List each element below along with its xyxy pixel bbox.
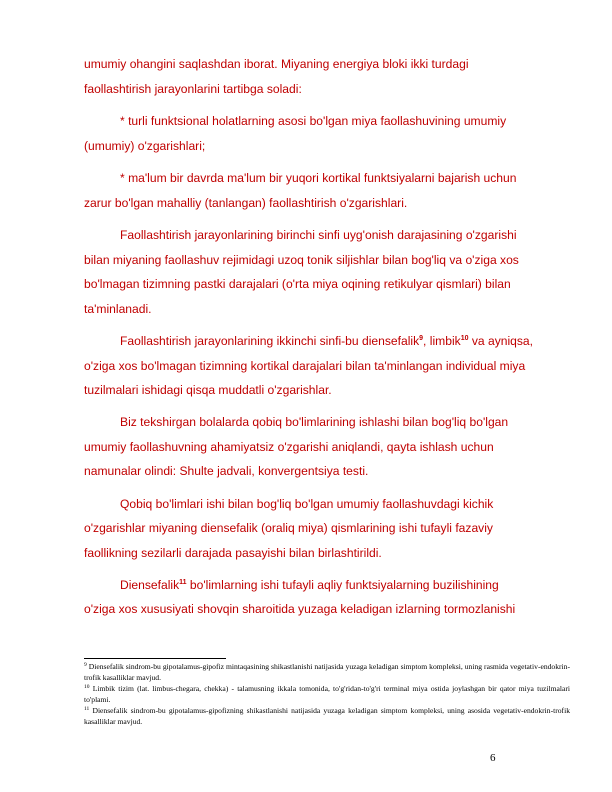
footnote-10: [84, 684, 570, 705]
body-text: va ayniqsa,: [468, 334, 534, 348]
body-line-with-footnote: [120, 577, 499, 593]
body-line: umumiy faollashuvning ahamiyatsiz o'zgarishi aniqlandi, qayta ishlash uchun: [84, 440, 494, 454]
body-text: bo'limlarning ishi tufayli aqliy funktsiyalarning buzilishining: [186, 578, 499, 592]
body-line: bo'lmagan tizimning pastki darajalari (o'rta miya oqining retikulyar qismlari) bilan: [84, 277, 511, 291]
body-line: Qobiq bo'limlari ishi bilan bog'liq bo'lgan umumiy faollashuvdagi kichik: [120, 497, 494, 511]
footnote-text: Diensefalik sindrom-bu gipotalamus-gipofizning shikastlanishi natijasida yuzaga keladigan simptom kompleksi, uning asosida vegetativ-endokrin-trofik kasalliklar mavjud.: [84, 706, 570, 726]
body-line: namunalar olindi: Shulte jadvali, konvergentsiya testi.: [84, 464, 369, 478]
body-line: umumiy ohangini saqlashdan iborat. Miyaning energiya bloki ikki turdagi: [84, 57, 469, 71]
footnote-text: Diensefalik sindrom-bu gipotalamus-gipofiz mintaqasining shikastlanishi natijasida yuzaga keladigan simptom kompleksi, uning rasmida vegetativ-endokrin-trofik kasalliklar mavjud.: [84, 662, 570, 682]
page-number: 6: [490, 752, 496, 764]
body-line-with-footnotes: [120, 333, 533, 349]
body-text: , limbik: [423, 334, 461, 348]
body-line: o'ziga xos bo'lmagan tizimning kortikal darajalari bilan ta'minlangan individual miya: [84, 359, 526, 373]
body-line: o'zgarishlar miyaning diensefalik (oraliq miya) qismlarining ishi tufayli fazaviy: [84, 521, 493, 535]
body-line: tuzilmalari ishidagi qisqa muddatli o'zgarishlar.: [84, 383, 332, 397]
footnote-11: [84, 706, 570, 727]
body-line: * turli funktsional holatlarning asosi bo'lgan miya faollashuvining umumiy: [120, 114, 507, 128]
footnote-ref-10: 10: [460, 335, 469, 342]
body-text: Faollashtirish jarayonlarining ikkinchi sinfi-bu diensefalik: [120, 334, 420, 348]
body-line: * ma'lum bir davrda ma'lum bir yuqori kortikal funktsiyalarni bajarish uchun: [120, 171, 517, 185]
body-line: (umumiy) o'zgarishlari;: [84, 139, 206, 153]
body-text: Diensefalik: [120, 578, 180, 592]
footnote-number: 10: [84, 684, 90, 690]
footnote-9: [84, 662, 570, 683]
body-line: bilan miyaning faollashuv rejimidagi uzoq tonik siljishlar bilan bog'liq va o'ziga xos: [84, 253, 519, 267]
body-line: faollikning sezilarli darajada pasayishi bilan birlashtirildi.: [84, 546, 382, 560]
footnote-number: 9: [84, 662, 87, 668]
body-line: zarur bo'lgan mahalliy (tanlangan) faollashtirish o'zgarishlari.: [84, 196, 408, 210]
body-line: Faollashtirish jarayonlarining birinchi sinfi uyg'onish darajasining o'zgarishi: [120, 228, 517, 242]
footnote-text: Limbik tizim (lat. limbus-chegara, chekka) - talamusning ikkala tomonida, to'g'ridan-to'g'ri terminal miya ostida joylashgan bir qator miya tuzilmalari to'plami.: [84, 684, 570, 704]
body-line: o'ziga xos xususiyati shovqin sharoitida yuzaga keladigan izlarning tormozlanishi: [84, 602, 516, 616]
body-line: faollashtirish jarayonlarini tartibga soladi:: [84, 82, 302, 96]
footnote-separator: [84, 658, 226, 659]
footnote-ref-11: 11: [179, 579, 187, 586]
body-line: Biz tekshirgan bolalarda qobiq bo'limlarining ishlashi bilan bog'liq bo'lgan: [120, 415, 509, 429]
body-line: ta'minlanadi.: [84, 302, 152, 316]
footnote-number: 11: [84, 706, 90, 712]
footnote-ref-9: 9: [419, 335, 424, 342]
